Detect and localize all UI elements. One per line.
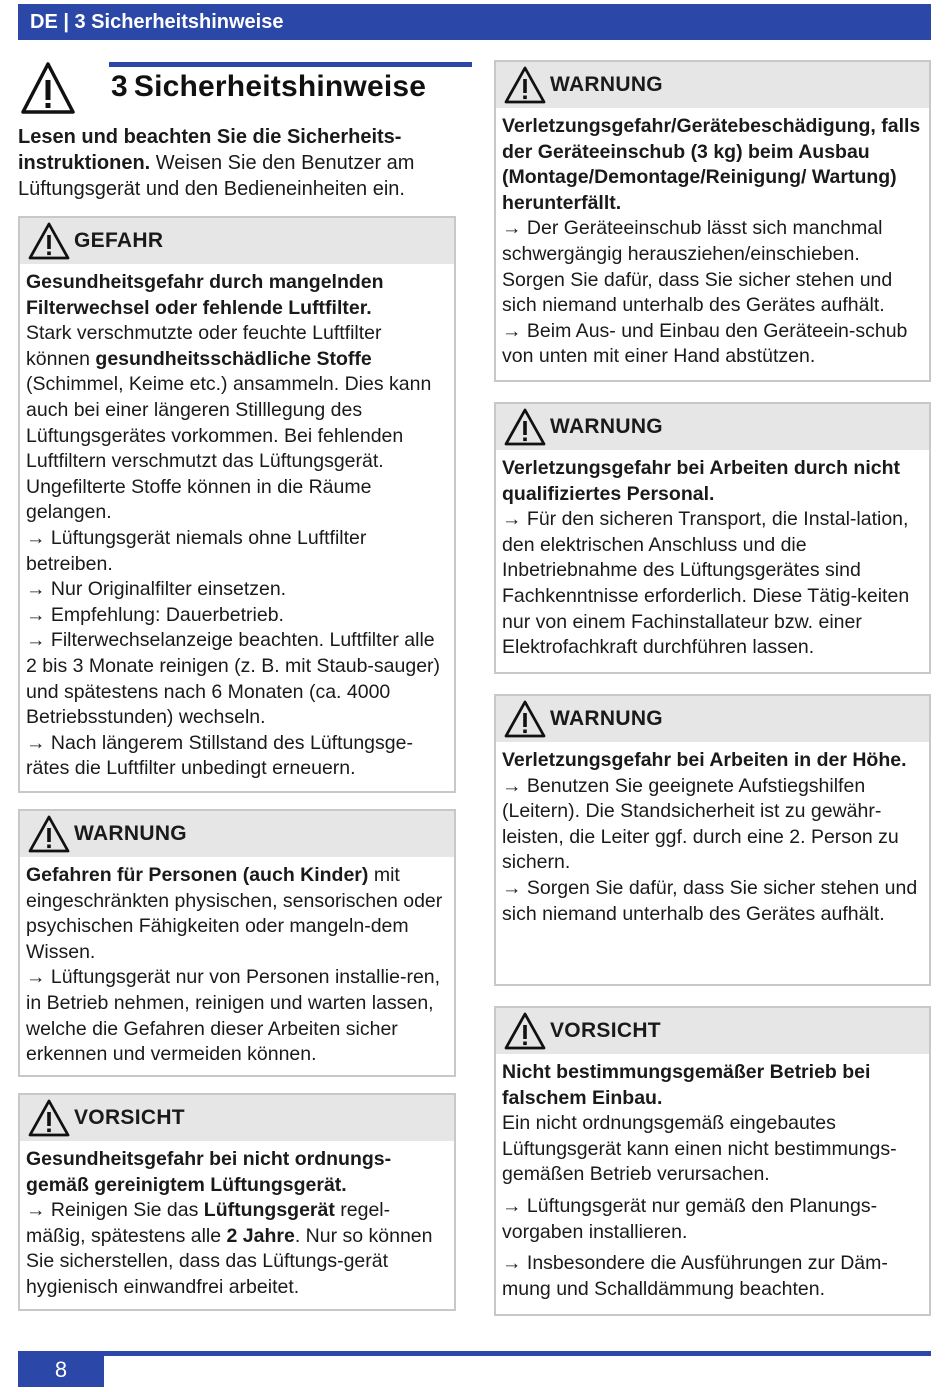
instruction-item: → Beim Aus- und Einbau den Geräteein-schub von unten mit einer Hand abstützen.	[502, 319, 908, 368]
hazard-box-warning	[494, 402, 931, 674]
title-rule	[109, 62, 472, 67]
warning-triangle-icon	[504, 700, 546, 738]
instruction-item: → Lüftungsgerät nur von Personen installie-ren, in Betrieb nehmen, reinigen und warten lassen, welche die Gefahren dieser Arbeiten sicher erkennen und vermeiden können.	[26, 966, 441, 1066]
instruction-item: → Empfehlung: Dauerbetrieb.	[26, 603, 284, 626]
box-body	[496, 108, 929, 378]
page-header: DE | 3 Sicherheitshinweise	[18, 4, 931, 40]
instruction-item: → Insbesondere die Ausführungen zur Däm-mung und Schalldämmung beachten.	[502, 1252, 888, 1300]
hazard-box-caution	[18, 1093, 456, 1311]
instruction-item: → Sorgen Sie dafür, dass Sie sicher stehen und sich niemand unterhalb des Gerätes aufhält.	[502, 876, 918, 925]
intro-paragraph: Lesen und beachten Sie die Sicherheits-instruktionen. Weisen Sie den Benutzer am Lüftungsgerät und den Bedieneinheiten ein.	[18, 126, 415, 200]
box-label: VORSICHT	[74, 1106, 185, 1129]
box-heading: Verletzungsgefahr bei Arbeiten in der Höhe.	[502, 749, 907, 771]
box-body	[496, 450, 929, 669]
box-header	[496, 1008, 929, 1054]
box-body	[20, 1141, 454, 1309]
box-heading: Verletzungsgefahr/Gerätebeschädigung, falls der Geräteeinschub (3 kg) beim Ausbau (Montage/Demontage/Reinigung/ Wartung) herunterfällt.	[502, 115, 921, 214]
hazard-box-caution	[494, 1006, 931, 1316]
box-body	[20, 264, 454, 790]
instruction-item: → Der Geräteeinschub lässt sich manchmal schwergängig herausziehen/einschieben. Sorgen Sie dafür, dass Sie sicher stehen und sich niemand unterhalb des Gerätes aufhält.	[502, 217, 893, 317]
section-title-block	[18, 60, 456, 120]
instruction-item: → Filterwechselanzeige beachten. Luftfilter alle 2 bis 3 Monate reinigen (z. B. mit Staub-sauger) und spätestens nach 6 Monaten (ca. 4000 Betriebsstunden) wechseln.	[26, 629, 441, 729]
box-label: WARNUNG	[550, 73, 663, 96]
box-label: GEFAHR	[74, 229, 164, 252]
box-label: WARNUNG	[550, 415, 663, 438]
box-header	[496, 696, 929, 742]
instruction-item: → Lüftungsgerät niemals ohne Luftfilter betreiben.	[26, 526, 367, 575]
box-paragraph: Gefahren für Personen (auch Kinder) mit eingeschränkten physischen, sensorischen oder psychischen Fähigkeiten oder mangeln-dem Wissen.	[26, 864, 443, 963]
left-column	[18, 60, 456, 1327]
warning-triangle-icon	[504, 1012, 546, 1050]
page-number: 8	[18, 1351, 104, 1387]
instruction-item: → Für den sicheren Transport, die Instal-lation, den elektrischen Anschluss und die Inbetriebnahme des Lüftungsgerätes sind Fachkenntnisse erforderlich. Diese Tätig-keiten nur von einem Fachinstallateur bzw. einer Elektrofachkraft durchführen lassen.	[502, 508, 910, 659]
hazard-box-warning	[18, 809, 456, 1077]
warning-triangle-icon	[28, 222, 70, 260]
box-label: WARNUNG	[74, 822, 187, 845]
box-paragraph: Stark verschmutzte oder feuchte Luftfilter können gesundheitsschädliche Stoffe (Schimmel, Keime etc.) ansammeln. Dies kann auch bei einer längeren Stilllegung des Lüftungsgerätes vorkommen. Bei fehlenden Luftfiltern verschmutzt das Lüftungsgerät. Ungefilterte Stoffe können in die Räume gelangen.	[26, 322, 432, 524]
hazard-box-warning	[494, 694, 931, 986]
warning-triangle-icon	[20, 60, 76, 116]
box-header	[496, 62, 929, 108]
instruction-item: → Reinigen Sie das Lüftungsgerät regel-mäßig, spätestens alle 2 Jahre. Nur so können Sie sicherstellen, dass das Lüftungs-gerät hygienisch einwandfrei arbeitet.	[26, 1199, 433, 1298]
box-header	[20, 1095, 454, 1141]
box-body	[496, 1054, 929, 1310]
hazard-box-warning	[494, 60, 931, 382]
box-body	[496, 742, 929, 935]
box-header	[20, 218, 454, 264]
warning-triangle-icon	[28, 815, 70, 853]
warning-triangle-icon	[504, 66, 546, 104]
instruction-item: → Nur Originalfilter einsetzen.	[26, 578, 287, 601]
box-heading: Verletzungsgefahr bei Arbeiten durch nicht qualifiziertes Personal.	[502, 457, 901, 505]
instruction-item: → Nach längerem Stillstand des Lüftungsge-rätes die Luftfilter unbedingt erneuern.	[26, 731, 413, 780]
warning-triangle-icon	[504, 408, 546, 446]
hazard-box-danger	[18, 216, 456, 793]
right-column	[494, 60, 931, 1316]
box-label: WARNUNG	[550, 707, 663, 730]
box-header	[20, 811, 454, 857]
box-heading: Nicht bestimmungsgemäßer Betrieb bei falschem Einbau.	[502, 1061, 871, 1109]
box-heading: Gesundheitsgefahr durch mangelnden Filterwechsel oder fehlende Luftfilter.	[26, 271, 384, 319]
warning-triangle-icon	[28, 1099, 70, 1137]
section-title: 3 Sicherheitshinweise	[111, 70, 427, 103]
box-paragraph: Ein nicht ordnungsgemäß eingebautes Lüftungsgerät kann einen nicht bestimmungs-gemäßen Betrieb verursachen.	[502, 1112, 897, 1186]
box-header	[496, 404, 929, 450]
box-heading: Gesundheitsgefahr bei nicht ordnungs-gemäß gereinigtem Lüftungsgerät.	[26, 1148, 392, 1196]
box-body	[20, 857, 454, 1076]
instruction-item: → Lüftungsgerät nur gemäß den Planungs-vorgaben installieren.	[502, 1194, 878, 1243]
instruction-item: → Benutzen Sie geeignete Aufstiegshilfen (Leitern). Die Standsicherheit ist zu gewähr-leisten, die Leiter ggf. durch eine 2. Person zu sichern.	[502, 774, 899, 874]
footer-rule	[18, 1351, 931, 1356]
box-label: VORSICHT	[550, 1019, 661, 1042]
